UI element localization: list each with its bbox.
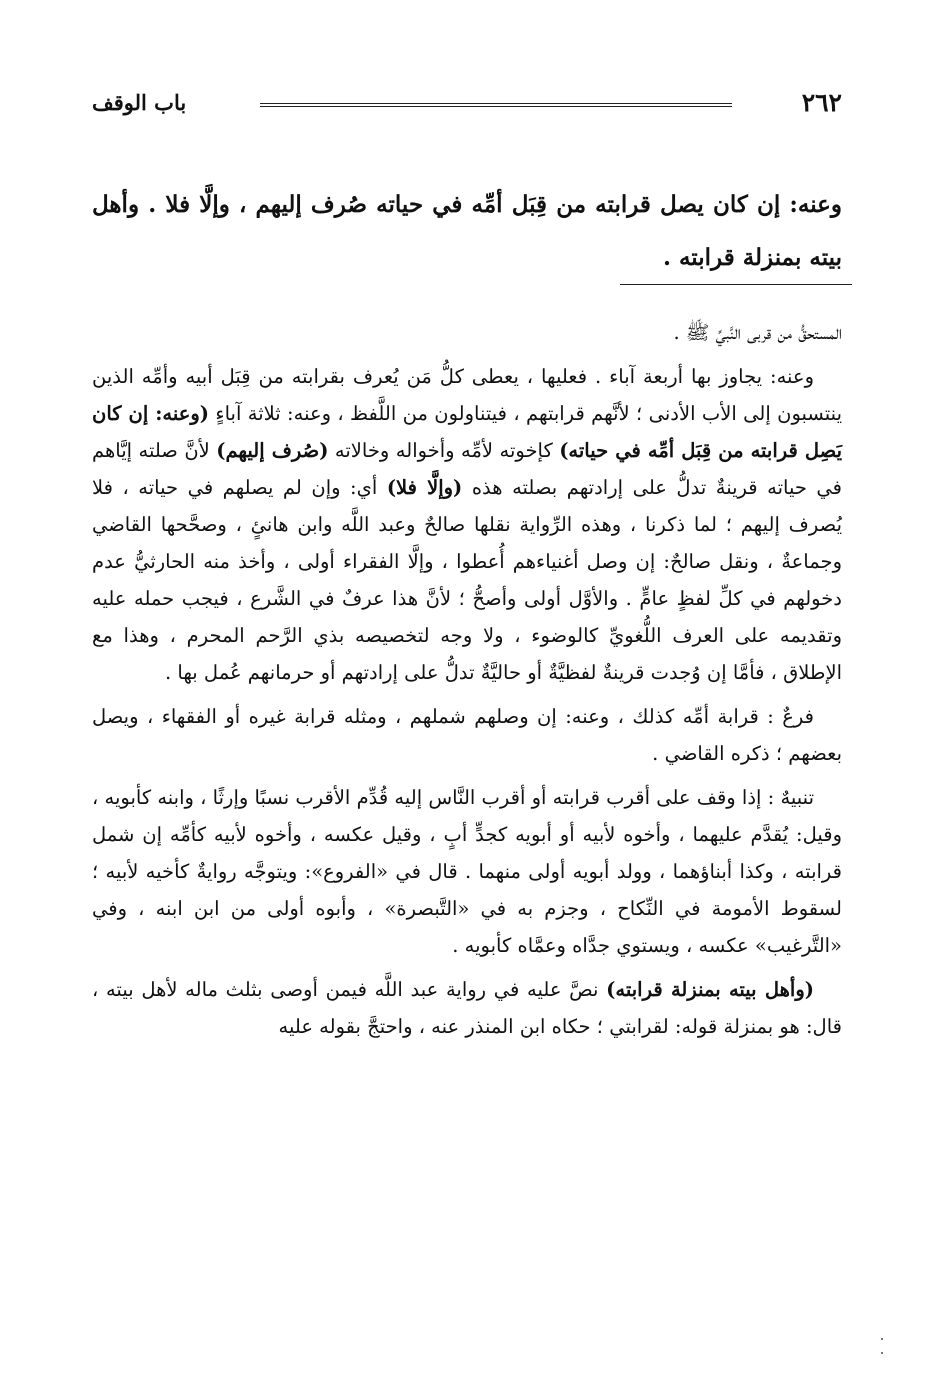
- header-rule: [260, 103, 732, 107]
- commentary-paragraph-5: [92, 971, 842, 1045]
- quoted-matn: (وإلَّا فلا): [386, 476, 463, 499]
- commentary-paragraph-2: [92, 358, 842, 691]
- scan-speck: [881, 1338, 883, 1340]
- commentary: [92, 314, 842, 1052]
- running-title: باب الوقف: [92, 90, 187, 115]
- commentary-paragraph-1: المستحقُّ من قربى النَّبيِّ ﷺ .: [673, 321, 842, 344]
- text-run: نصَّ عليه في رواية عبد اللَّه فيمن أوصى بثلث ماله لأهل بيته ، قال: هو بمنزلة قوله: لقرابتي ؛ حكاه ابن المنذر عنه ، واحتجَّ بقوله عليه: [92, 978, 842, 1038]
- commentary-paragraph-3: فرعٌ : قرابة أمِّه كذلك ، وعنه: إن وصلهم شملهم ، ومثله قرابة غيره أو الفقهاء ، ويصل بعضهم ؛ ذكره القاضي .: [92, 705, 842, 765]
- separator-rule: [620, 284, 852, 285]
- page-header: [92, 88, 842, 124]
- commentary-paragraph-4: تنبيهٌ : إذا وقف على أقرب قرابته أو أقرب النَّاس إليه قُدِّم الأقرب نسبًا وإرثًا ، وابنه كأبويه ، وقيل: يُقدَّم عليهما ، وأخوه لأبيه أو أبويه كجدٍّ أبٍ ، وقيل عكسه ، وأخوه لأبيه كأمِّه إن شمل قرابته ، وكذا أبناؤهما ، وولد أبويه أولى منهما . قال في «الفروع»: ويتوجَّه روايةٌ كأخيه لأبيه ؛ لسقوط الأمومة في النِّكاح ، وجزم به في «التَّبصرة» ، وأبوه أولى من ابن ابنه ، وفي «التَّرغيب» عكسه ، ويستوي جدَّاه وعمَّاه كأبويه .: [92, 786, 842, 957]
- quoted-matn: (صُرف إليهم): [216, 439, 329, 462]
- quoted-matn: (وأهل بيته بمنزلة قرابته): [606, 978, 814, 1001]
- text-run: أي: وإن لم يصلهم في حياته ، فلا يُصرف إليهم ؛ لما ذكرنا ، وهذه الرِّواية نقلها صالحٌ وعبد اللَّه وابن هانئٍ ، وصحَّحها القاضي وجماعةٌ ، ونقل صالحٌ: إن وصل أغنياءهم أُعطوا ، وإلَّا الفقراء أولى ، وأخذ منه الحارثيُّ عدم دخولهم في كلِّ لفظٍ عامٍّ . والأوَّل أولى وأصحُّ ؛ لأنَّ هذا عرفٌ في الشَّرع ، فيجب حمله عليه وتقديمه على العرف اللُّغويِّ كالوضوء ، ولا وجه لتخصيصه بذي الرَّحم المحرم ، وهذا مع الإطلاق ، فأمَّا إن وُجدت قرينةٌ لفظيَّةٌ أو حاليَّةٌ تدلُّ على إرادتهم أو حرمانهم عُمل بها .: [92, 476, 842, 684]
- scan-speck: [881, 1352, 883, 1354]
- text-run: كإخوته لأمِّه وأخواله وخالاته: [328, 439, 560, 462]
- text-run: لأنَّ صلته إيَّاهم في حياته قرينةٌ تدلُّ على إرادتهم بصلته هذه: [92, 439, 842, 499]
- text-run: وعنه: يجاوز بها أربعة آباء . فعليها ، يعطى كلُّ مَن يُعرف بقرابته من قِبَل أبيه وأمِّه الذين ينتسبون إلى الأب الأدنى ؛ لأنَّهم قرابتهم ، فيتناولون من اللَّفظ ، وعنه: ثلاثة آباءٍ: [92, 365, 842, 425]
- page-number: ٢٦٢: [801, 88, 842, 117]
- main-text: وعنه: إن كان يصل قرابته من قِبَل أمِّه في حياته صُرف إليهم ، وإلَّا فلا . وأهل بيته بمنزلة قرابته .: [92, 191, 842, 271]
- quoted-matn: (وعنه: إن كان يَصِل قرابته من قِبَل أمِّه في حياته): [92, 402, 842, 462]
